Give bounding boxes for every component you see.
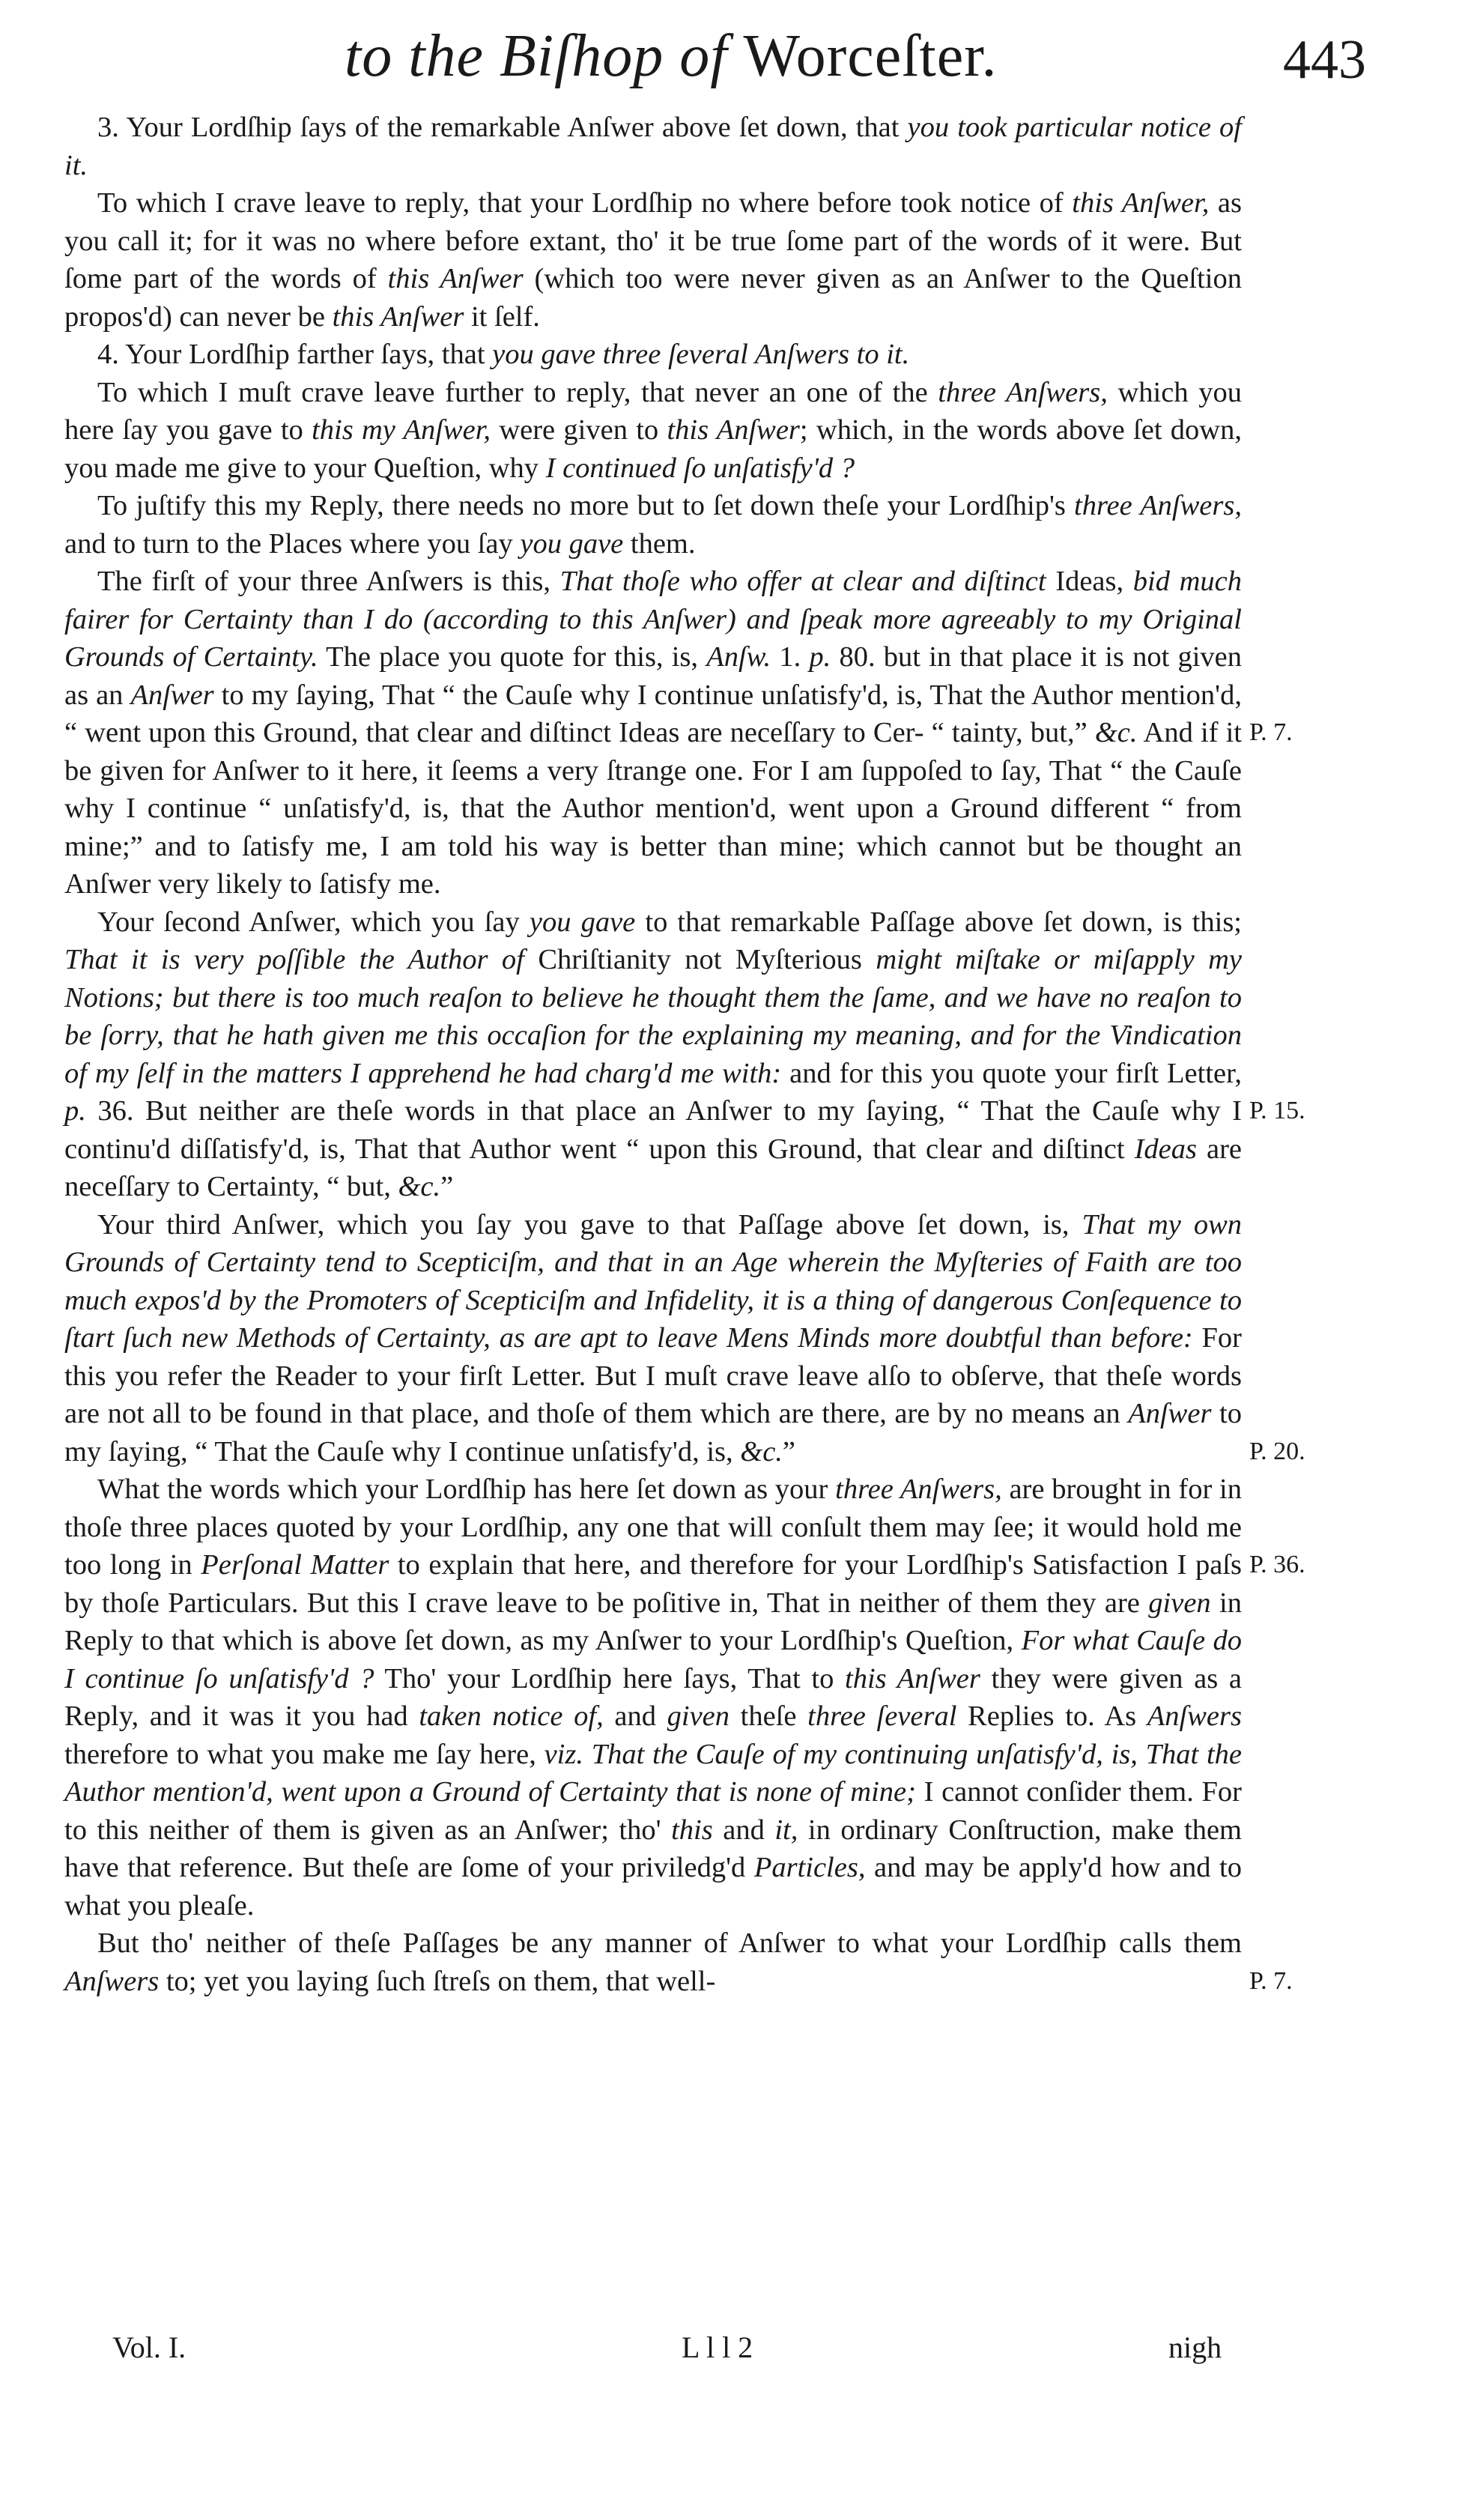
volume-label: Vol. I. (112, 2330, 186, 2364)
italic-text: this Anſwer (845, 1662, 980, 1694)
italic-text: this Anſwer, (1072, 187, 1210, 219)
margin-reference: P. 7. (1249, 718, 1293, 746)
text-run: 36. But neither are theſe words in that place an Anſwer to my ſaying, “ That the Cauſe why I continu'd diſſatisfy'd, is, That that Author went “ upon this Ground, that clear and diſtinct (64, 1095, 1242, 1165)
text-run: it ſelf. (464, 300, 540, 333)
italic-text: three Anſwers, (938, 376, 1108, 408)
text-run: and for this you quote your firſt Letter, (781, 1057, 1243, 1089)
text-run: to explain that here, and therefore for your Lordſhip's Satisfaction I paſs by thoſe Particulars. But this I crave leave to be poſitive in, That in neither of them they are (64, 1549, 1242, 1619)
italic-text: you gave (529, 906, 636, 938)
text-run: and (712, 1814, 775, 1846)
italic-text: it, (774, 1814, 798, 1846)
paragraph (64, 487, 1242, 563)
italic-text: this (671, 1814, 713, 1846)
italic-text: I continued ſo unſatisfy'd ? (545, 452, 855, 484)
text-run: To which I muſt crave leave further to reply, that never an one of the (97, 376, 938, 408)
italic-text: viz. That the Cauſe of my continuing unſatisfy'd, is, That the Author mention'd, went upon a Ground of Certainty that is none of mine; (64, 1738, 1242, 1808)
italic-text: three ſeveral (807, 1700, 957, 1732)
italic-text: That my own Grounds of Certainty tend to Scepticiſm, and that in an Age wherein the Myſteries of Faith are too much expos'd by the Promoters of Scepticiſm and Infidelity, it is a thing of dangerous Conſequence to ſtart ſuch new Methods of Certainty, as are apt to leave Mens Minds more doubtful than before: (64, 1208, 1242, 1354)
signature-mark: L l l 2 (682, 2330, 753, 2364)
paragraph (64, 109, 1242, 184)
paragraph (64, 563, 1242, 903)
italic-text: &c. (740, 1435, 783, 1468)
text-run: them. (623, 527, 696, 560)
text-run: to that remarkable Paſſage above ſet down, is this; (635, 906, 1242, 938)
catchword: nigh (1168, 2330, 1222, 2364)
text-run: which you here ſay you gave to (64, 376, 1243, 446)
text-run: Ideas, (1046, 566, 1133, 597)
body-text (64, 109, 1242, 2000)
running-title-italic: to the Biſhop of (345, 23, 728, 89)
italic-text: Ideas (1134, 1133, 1197, 1165)
italic-text: three Anſwers, (1074, 490, 1242, 521)
text-run: Your ſecond Anſwer, which you ſay (97, 906, 530, 938)
italic-text: That thoſe who offer at clear and diſtinct (559, 566, 1046, 597)
italic-text: this Anſwer (667, 414, 800, 446)
text-run: And if it be given for Anſwer to it here, it ſeems a very ſtrange one. For I am ſuppoſed to ſay, That “ the Cauſe why I continue “ unſatisfy'd, is, that the Author mention'd, went upon a Ground different “ from mine;” and to ſatisfy me, I am told his way is better than mine; which cannot but be thought an Anſwer very likely to ſatisfy me. (64, 717, 1242, 900)
paragraph (64, 1470, 1242, 1924)
text-run: in ordinary Conſtruction, make them have that reference. But theſe are ſome of your priviledg'd (64, 1814, 1242, 1883)
text-run: as you call it; for it was no where before extant, tho' it be true ſome part of the words of it were. But ſome part of the words of (64, 187, 1242, 294)
text-run: to my ſaying, “ That the Cauſe why I continue unſatisfy'd, is, (64, 1398, 1243, 1468)
italic-text: Anſwer (130, 679, 214, 711)
text-run: ” (782, 1435, 796, 1468)
italic-text: Anſw. (706, 641, 771, 673)
italic-text: this Anſwer (387, 263, 524, 294)
text-run: and may be apply'd how and to what you pleaſe. (64, 1852, 1242, 1921)
italic-text: three Anſwers, (835, 1473, 1002, 1505)
paragraph (64, 1924, 1242, 2000)
page-header (0, 22, 1459, 112)
italic-text: That it is very poſſible the Author of (64, 944, 524, 975)
italic-text: &c. (1094, 717, 1138, 748)
italic-text: you gave three ſeveral Anſwers to it. (492, 339, 910, 370)
text-run: to my ſaying, That “ the Cauſe why I continue unſatisfy'd, is, That the Author mention'd, “ went upon this Ground, that clear and diſtinct Ideas are neceſſary to Cer- “ tainty, but,” (64, 679, 1242, 748)
italic-text: taken notice of, (419, 1700, 604, 1732)
margin-reference: P. 20. (1249, 1437, 1305, 1465)
text-run: they were given as a Reply, and it was it you had (64, 1662, 1242, 1732)
text-run: and (603, 1700, 667, 1732)
text-run: Tho' your Lordſhip here ſays, That to (374, 1662, 846, 1694)
italic-text: bid much fairer for Certainty than I do (according to this Anſwer) and ſpeak more agreeably to my Original Grounds of Certainty. (64, 566, 1243, 673)
italic-text: you took particular notice of it. (64, 112, 1242, 181)
text-run: (which too were never given as an Anſwer to the Queſtion propos'd) can never be (64, 263, 1242, 333)
italic-text: Anſwers (1147, 1700, 1242, 1732)
text-run: Replies to. As (956, 1700, 1147, 1732)
italic-text: this my Anſwer, (312, 414, 491, 446)
margin-reference: P. 7. (1249, 1966, 1293, 1995)
running-title-upright: Worceſter. (743, 23, 998, 89)
italic-text: p. (64, 1095, 86, 1127)
text-run: in Reply to that which is above ſet down, as my Anſwer to your Lordſhip's Queſtion, (64, 1587, 1242, 1656)
text-run: For this you refer the Reader to your firſt Letter. But I muſt crave leave alſo to obſerve, that theſe words are not all to be found in that place, and thoſe of them which are there, are by no means an (64, 1322, 1243, 1429)
text-run: are neceſſary to Certainty, “ but, (64, 1133, 1242, 1202)
text-run: theſe (730, 1700, 808, 1732)
text-run: 80. but in that place it is not given as an (64, 641, 1243, 711)
text-run: To juſtify this my Reply, there needs no more but to ſet down theſe your Lordſhip's (97, 490, 1075, 521)
italic-text: &c. (398, 1171, 441, 1202)
text-run: 1. (771, 641, 810, 673)
text-run: and to turn to the Places where you ſay (64, 527, 521, 560)
italic-text: p. (809, 641, 831, 673)
running-title (345, 22, 997, 91)
italic-text: Anſwers (64, 1965, 160, 1997)
text-run: I cannot conſider them. For to this neither of them is given as an Anſwer; tho' (64, 1776, 1242, 1846)
text-run: ” (440, 1171, 454, 1202)
text-run: 4. Your Lordſhip farther ſays, that (97, 339, 493, 370)
page-number: 443 (1283, 29, 1366, 91)
margin-reference: P. 36. (1249, 1551, 1305, 1578)
text-run: Chriſtianity not Myſterious (524, 944, 876, 975)
italic-text: you gave (520, 527, 624, 560)
text-run: to; yet you laying ſuch ſtreſs on them, that well- (159, 1965, 716, 1997)
italic-text: given (1148, 1587, 1211, 1619)
text-run: The place you quote for this, is, (318, 641, 707, 673)
italic-text: Anſwer (1128, 1398, 1212, 1429)
paragraph (64, 336, 1242, 374)
italic-text: Particles, (753, 1852, 866, 1883)
text-run: Your third Anſwer, which you ſay you gave to that Paſſage above ſet down, is, (97, 1208, 1082, 1241)
paragraph (64, 374, 1242, 488)
text-run: ; which, in the words above ſet down, you made me give to your Queſtion, why (64, 414, 1242, 484)
text-run: To which I crave leave to reply, that your Lordſhip no where before took notice of (97, 187, 1073, 219)
text-run: The firſt of your three Anſwers is this, (97, 566, 560, 597)
paragraph (64, 184, 1242, 336)
text-run: 3. Your Lordſhip ſays of the remarkable Anſwer above ſet down, that (97, 112, 908, 143)
italic-text: this Anſwer (332, 300, 464, 333)
italic-text: For what Cauſe do I continue ſo unſatisfy'd ? (64, 1625, 1242, 1694)
page-footer (0, 2330, 1459, 2375)
text-run: were given to (491, 414, 667, 446)
paragraph (64, 903, 1242, 1206)
text-run: therefore to what you make me ſay here, (64, 1738, 545, 1770)
paragraph (64, 1206, 1242, 1471)
text-run: are brought in for in thoſe three places quoted by your Lordſhip, any one that will conſult them may ſee; it would hold me too long in (64, 1473, 1242, 1581)
margin-reference: P. 15. (1249, 1097, 1305, 1124)
italic-text: Perſonal Matter (201, 1549, 389, 1581)
italic-text: given (667, 1700, 730, 1732)
text-run: But tho' neither of theſe Paſſages be any manner of Anſwer to what your Lordſhip calls them (97, 1927, 1242, 1959)
text-run: What the words which your Lordſhip has here ſet down as your (97, 1473, 836, 1505)
italic-text: might miſtake or miſapply my Notions; but there is too much reaſon to believe he thought them the ſame, and we have no reaſon to be ſorry, that he hath given me this occaſion for the explaining my meaning, and for the Vindication of my ſelf in the matters I apprehend he had charg'd me with: (64, 944, 1242, 1089)
